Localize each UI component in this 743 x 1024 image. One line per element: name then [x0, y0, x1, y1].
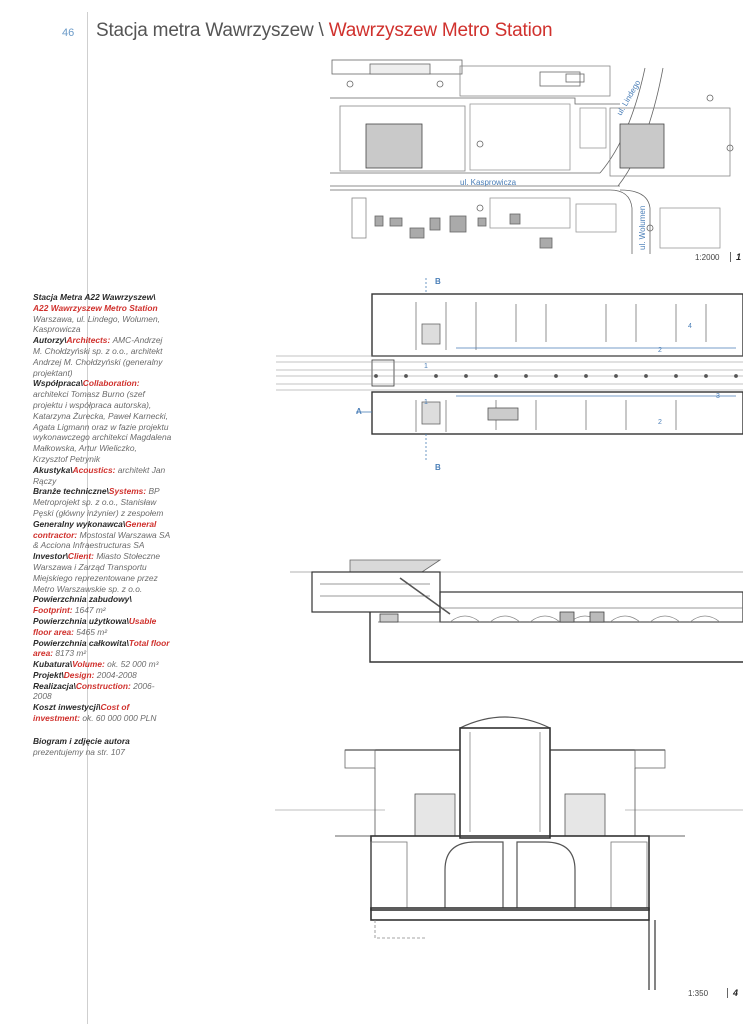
credit-label-en: Footprint:: [33, 605, 73, 616]
credit-value: ok. 52 000 m³: [107, 659, 159, 670]
credit-label-en: Volume:: [72, 659, 105, 670]
section-marker-b-bottom: B: [435, 463, 441, 472]
credit-label: Realizacja\: [33, 680, 76, 691]
credit-label: Powierzchnia zabudowy\: [33, 594, 132, 605]
credit-label-en: Cost of investment:: [33, 702, 130, 724]
site-plan-drawing: [330, 58, 743, 254]
credit-value: Miasto Stołeczne Warszawa i Zarząd Transportu Miejskiego reprezentowane przez Metro Warszawskie sp. z o.o.: [33, 551, 161, 594]
credit-label: Powierzchnia całkowita\: [33, 637, 129, 648]
credit-label-en: Collaboration:: [82, 378, 140, 389]
credit-label-en: General contractor:: [33, 518, 157, 540]
page-title-polish: Stacja metra Wawrzyszew \: [96, 20, 324, 41]
plan-label: 4: [688, 323, 692, 330]
section-marker-a: A: [356, 407, 362, 416]
credit-label-en: Acoustics:: [72, 464, 116, 475]
street-label-kasprowicza: ul. Kasprowicza: [460, 178, 517, 187]
sections-figure-number: 4: [727, 988, 738, 998]
sections-scale: 1:350: [688, 989, 709, 998]
bio-value: prezentujemy na str. 107: [33, 746, 125, 757]
plan-label: 2: [658, 419, 662, 426]
credit-label-en: Construction:: [75, 680, 131, 691]
page-title-english: Wawrzyszew Metro Station: [328, 20, 553, 41]
credit-label-en: Client:: [67, 551, 94, 562]
credit-label: Powierzchnia użytkowa\: [33, 615, 129, 626]
credit-label-en: Systems:: [108, 486, 147, 497]
credit-value: 2004-2008: [96, 669, 137, 680]
credit-label: Kubatura\: [33, 659, 73, 670]
credit-value: Mostostal Warszawa SA & Acciona Infraestructuras SA: [33, 529, 170, 551]
credit-label: Generalny wykonawca\: [33, 518, 126, 529]
street-label-wolumen: ul. Wolumen: [638, 205, 647, 250]
credit-label-en: Usable floor area:: [33, 615, 157, 637]
credit-label: Projekt\: [33, 669, 64, 680]
street-label-lindego: ul. Lindego: [614, 78, 643, 117]
page-header: [0, 0, 743, 58]
plan-label: 1: [424, 363, 428, 370]
credit-label: Branże techniczne\: [33, 486, 109, 497]
credit-value: AMC-Andrzej M. Chołdzyński sp. z o.o., architekt Andrzej M. Chołdzyński (generalny projektant): [33, 335, 163, 378]
site-plan-figure-number: 1: [730, 252, 741, 262]
bio-title: Biogram i zdjęcie autora: [33, 735, 130, 746]
credit-value: 1647 m²: [74, 605, 106, 616]
site-plan-scale: 1:2000: [695, 253, 720, 262]
project-credits: [33, 292, 173, 757]
page-number: 46: [62, 27, 75, 39]
credit-value: 8173 m²: [55, 648, 87, 659]
station-plan-drawing: [276, 272, 743, 482]
credit-location: Warszawa, ul. Lindego, Wolumen, Kasprowicza: [33, 313, 160, 335]
credit-name-en: A22 Wawrzyszew Metro Station: [33, 302, 158, 313]
credit-value: architekt Jan Rączy: [33, 464, 166, 486]
credit-label-en: Design:: [63, 669, 95, 680]
cross-section-drawing: [275, 702, 743, 990]
credit-value: 5465 m²: [76, 626, 108, 637]
credit-value: architekci Tomasz Burno (szef projektu i współpraca autorska), Katarzyna Żurecka, Paweł Karnecki, Agata Ligmann oraz w fazie projektu wykonawczego architekci Magdalena Małkowska, Artur Wieliczko, Krzysztof Petrynik: [33, 389, 172, 464]
credit-value: BP Metroprojekt sp. z o.o., Stanisław Pęski (główny inżynier) z zespołem: [33, 486, 164, 518]
credit-label: Autorzy\: [33, 335, 67, 346]
plan-label: 2: [658, 347, 662, 354]
credit-label: Współpraca\: [33, 378, 83, 389]
page-title: [96, 20, 552, 42]
credit-label-en: Architects:: [66, 335, 111, 346]
credit-label: Koszt inwestycji\: [33, 702, 101, 713]
longitudinal-section-drawing: [290, 548, 743, 666]
credit-name-pl: Stacja Metra A22 Wawrzyszew\: [33, 292, 156, 302]
section-marker-b-top: B: [435, 277, 441, 286]
plan-label: 3: [716, 393, 720, 400]
credit-label-en: Total floor area:: [33, 637, 170, 659]
plan-label: 1: [424, 399, 428, 406]
credit-label: Investor\: [33, 551, 68, 562]
credit-value: 2006-2008: [33, 680, 155, 702]
credit-label: Akustyka\: [33, 464, 73, 475]
credit-value: ok. 60 000 000 PLN: [82, 713, 157, 724]
